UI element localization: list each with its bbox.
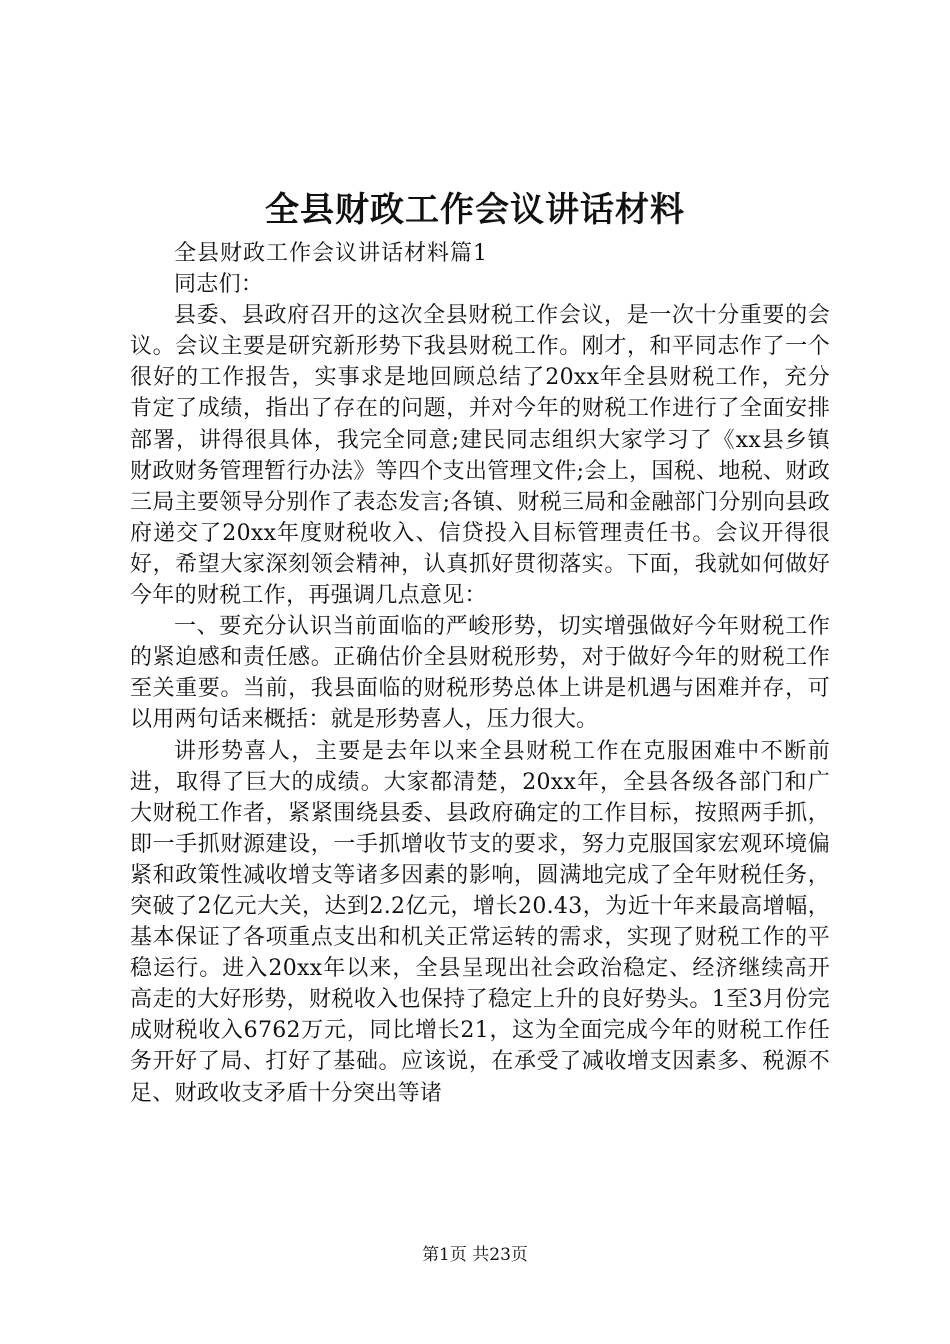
document-body [130, 238, 830, 1109]
paragraph-2: 一、要充分认识当前面临的严峻形势，切实增强做好今年财税工作的紧迫感和责任感。正确估价全县财税形势，对于做好今年的财税工作至关重要。当前，我县面临的财税形势总体上讲是机遇与困难并存，可以用两句话来概括：就是形势喜人，压力很大。 [130, 614, 830, 733]
section-heading: 全县财政工作会议讲话材料篇1 [174, 241, 488, 266]
document-title: 全县财政工作会议讲话材料 [265, 190, 685, 230]
paragraph-3: 讲形势喜人，主要是去年以来全县财税工作在克服困难中不断前进，取得了巨大的成绩。大家都清楚，20xx年，全县各级各部门和广大财税工作者，紧紧围绕县委、县政府确定的工作目标，按照两手抓，即一手抓财源建设，一手抓增收节支的要求，努力克服国家宏观环境偏紧和政策性减收增支等诸多因素的影响，圆满地完成了全年财税任务，突破了2亿元大关，达到2.2亿元，增长20.43，为近十年来最高增幅，基本保证了各项重点支出和机关正常运转的需求，实现了财税工作的平稳运行。进入20xx年以来，全县呈现出社会政治稳定、经济继续高开高走的大好形势，财税收入也保持了稳定上升的良好势头。1至3月份完成财税收入6762万元，同比增长21，这为全面完成今年的财税工作任务开好了局、打好了基础。应该说，在承受了减收增支因素多、税源不足、财政收支矛盾十分突出等诸 [130, 738, 830, 1106]
page-footer: 第1页 共23页 [422, 1245, 528, 1265]
salutation: 同志们： [174, 272, 264, 298]
paragraph-1: 县委、县政府召开的这次全县财税工作会议，是一次十分重要的会议。会议主要是研究新形势下我县财税工作。刚才，和平同志作了一个很好的工作报告，实事求是地回顾总结了20xx年全县财税工作，充分肯定了成绩，指出了存在的问题，并对今年的财税工作进行了全面安排部署，讲得很具体，我完全同意;建民同志组织大家学习了《xx县乡镇财政财务管理暂行办法》等四个支出管理文件;会上，国税、地税、财政三局主要领导分别作了表态发言;各镇、财税三局和金融部门分别向县政府递交了20xx年度财税收入、信贷投入目标管理责任书。会议开得很好，希望大家深刻领会精神，认真抓好贯彻落实。下面，我就如何做好今年的财税工作，再强调几点意见： [130, 303, 830, 609]
